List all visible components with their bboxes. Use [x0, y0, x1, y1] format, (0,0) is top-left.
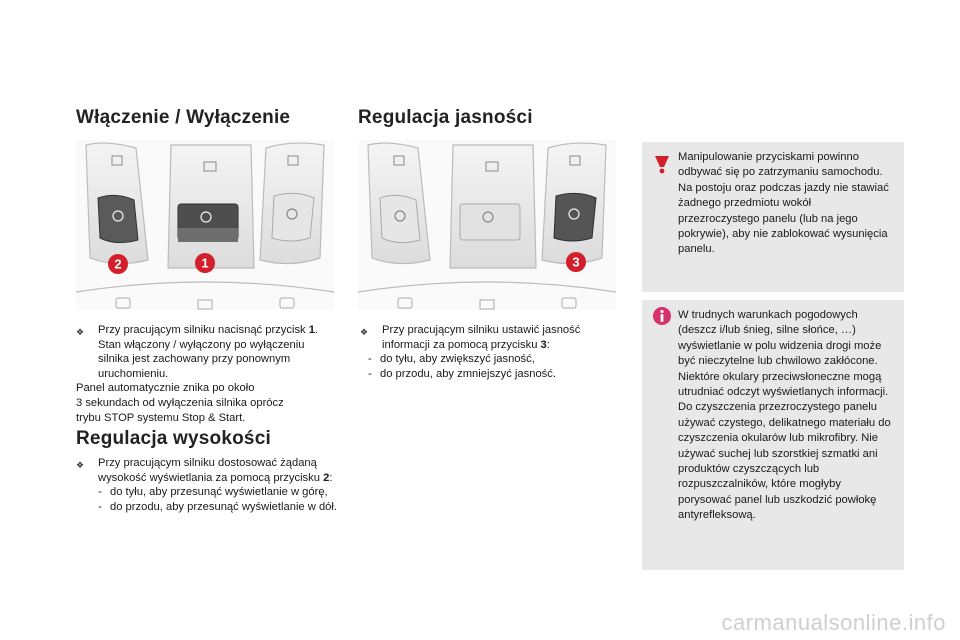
badge-3 — [566, 252, 586, 272]
button-key-2: 2 — [323, 471, 330, 484]
heading-on-off: Włączenie / Wyłączenie — [76, 107, 291, 128]
heading-height: Regulacja wysokości — [76, 428, 271, 449]
buttons-illustration-left — [76, 140, 334, 310]
warning-box — [642, 142, 904, 292]
on-off-note-line-3: trybu STOP systemu Stop & Start. — [76, 411, 246, 424]
svg-text:3: 3 — [572, 254, 580, 270]
bullet-arrow-icon: ❖ — [76, 327, 85, 337]
svg-text:2: 2 — [114, 256, 122, 272]
info-paragraph-2: Niektóre okulary przeciwsłoneczne mogą utrudniać odczyt wyświetlanych informacji. — [678, 370, 889, 399]
brightness-dash-2: - do przodu, aby zmniejszyć jasność. — [368, 367, 556, 380]
info-icon — [652, 306, 672, 331]
info-paragraph-3: Do czyszczenia przezroczystego panelu używać czystego, delikatnego materiału do czyszczenia okularów lub mikrofibry. Nie używać suchej lub szorstkiej szmatki ani produktów czyszczących lub rozpuszczalników, które mogłyby porysować panel lub uszkodzić powłokę antyrefleksową. — [678, 401, 891, 522]
button-key-3: 3 — [540, 338, 547, 351]
brightness-bullet: ❖ Przy pracującym silniku ustawić jasność informacji za pomocą przycisku 3: — [360, 324, 581, 351]
height-text — [76, 456, 338, 514]
watermark: carmanualsonline.info — [721, 610, 946, 635]
button-key-1: 1 — [308, 324, 315, 336]
warning-paragraph-1: Manipulowanie przyciskami powinno odbywać się po zatrzymaniu samochodu. — [678, 151, 883, 179]
brightness-text — [360, 323, 618, 381]
height-dash-2: - do przodu, aby przesunąć wyświetlanie w dół. — [98, 500, 337, 513]
info-paragraph-1: W trudnych warunkach pogodowych (deszcz i/lub śnieg, silne słońce, …) wyświetlanie w polu widzenia drogi może być nieczytelne lub chwilowo zakłócone. — [678, 309, 882, 368]
bullet-arrow-icon: ❖ — [76, 460, 85, 470]
badge-2 — [108, 254, 128, 274]
brightness-dash-1: - do tyłu, aby zwiększyć jasność, — [368, 353, 535, 366]
bullet-arrow-icon: ❖ — [360, 327, 369, 337]
badge-1 — [195, 253, 215, 273]
info-box — [642, 300, 904, 570]
heading-brightness: Regulacja jasności — [358, 107, 533, 128]
height-dash-1: - do tyłu, aby przesunąć wyświetlanie w górę, — [98, 486, 328, 499]
height-bullet: ❖ Przy pracującym silniku dostosować żądaną wysokość wyświetlania za pomocą przycisku 2: — [76, 457, 333, 484]
on-off-text — [76, 323, 338, 425]
warning-exclamation-icon — [652, 154, 672, 179]
on-off-note-line-2: 3 sekundach od wyłączenia silnika oprócz — [76, 396, 284, 409]
on-off-note-line-1: Panel automatycznie znika po około — [76, 382, 255, 395]
buttons-illustration-right — [358, 140, 616, 310]
on-off-bullet: ❖ Przy pracującym silniku nacisnąć przycisk 1. Stan włączony / wyłączony po wyłączeniu silnika jest zachowany przy ponownym uruchomieniu. — [76, 324, 319, 380]
svg-text:1: 1 — [201, 255, 209, 271]
warning-paragraph-2: Na postoju oraz podczas jazdy nie stawiać żadnego przedmiotu wokół przezroczystego panelu (lub na jego pokrywie), aby nie zablokować wysunięcia panelu. — [678, 181, 889, 256]
